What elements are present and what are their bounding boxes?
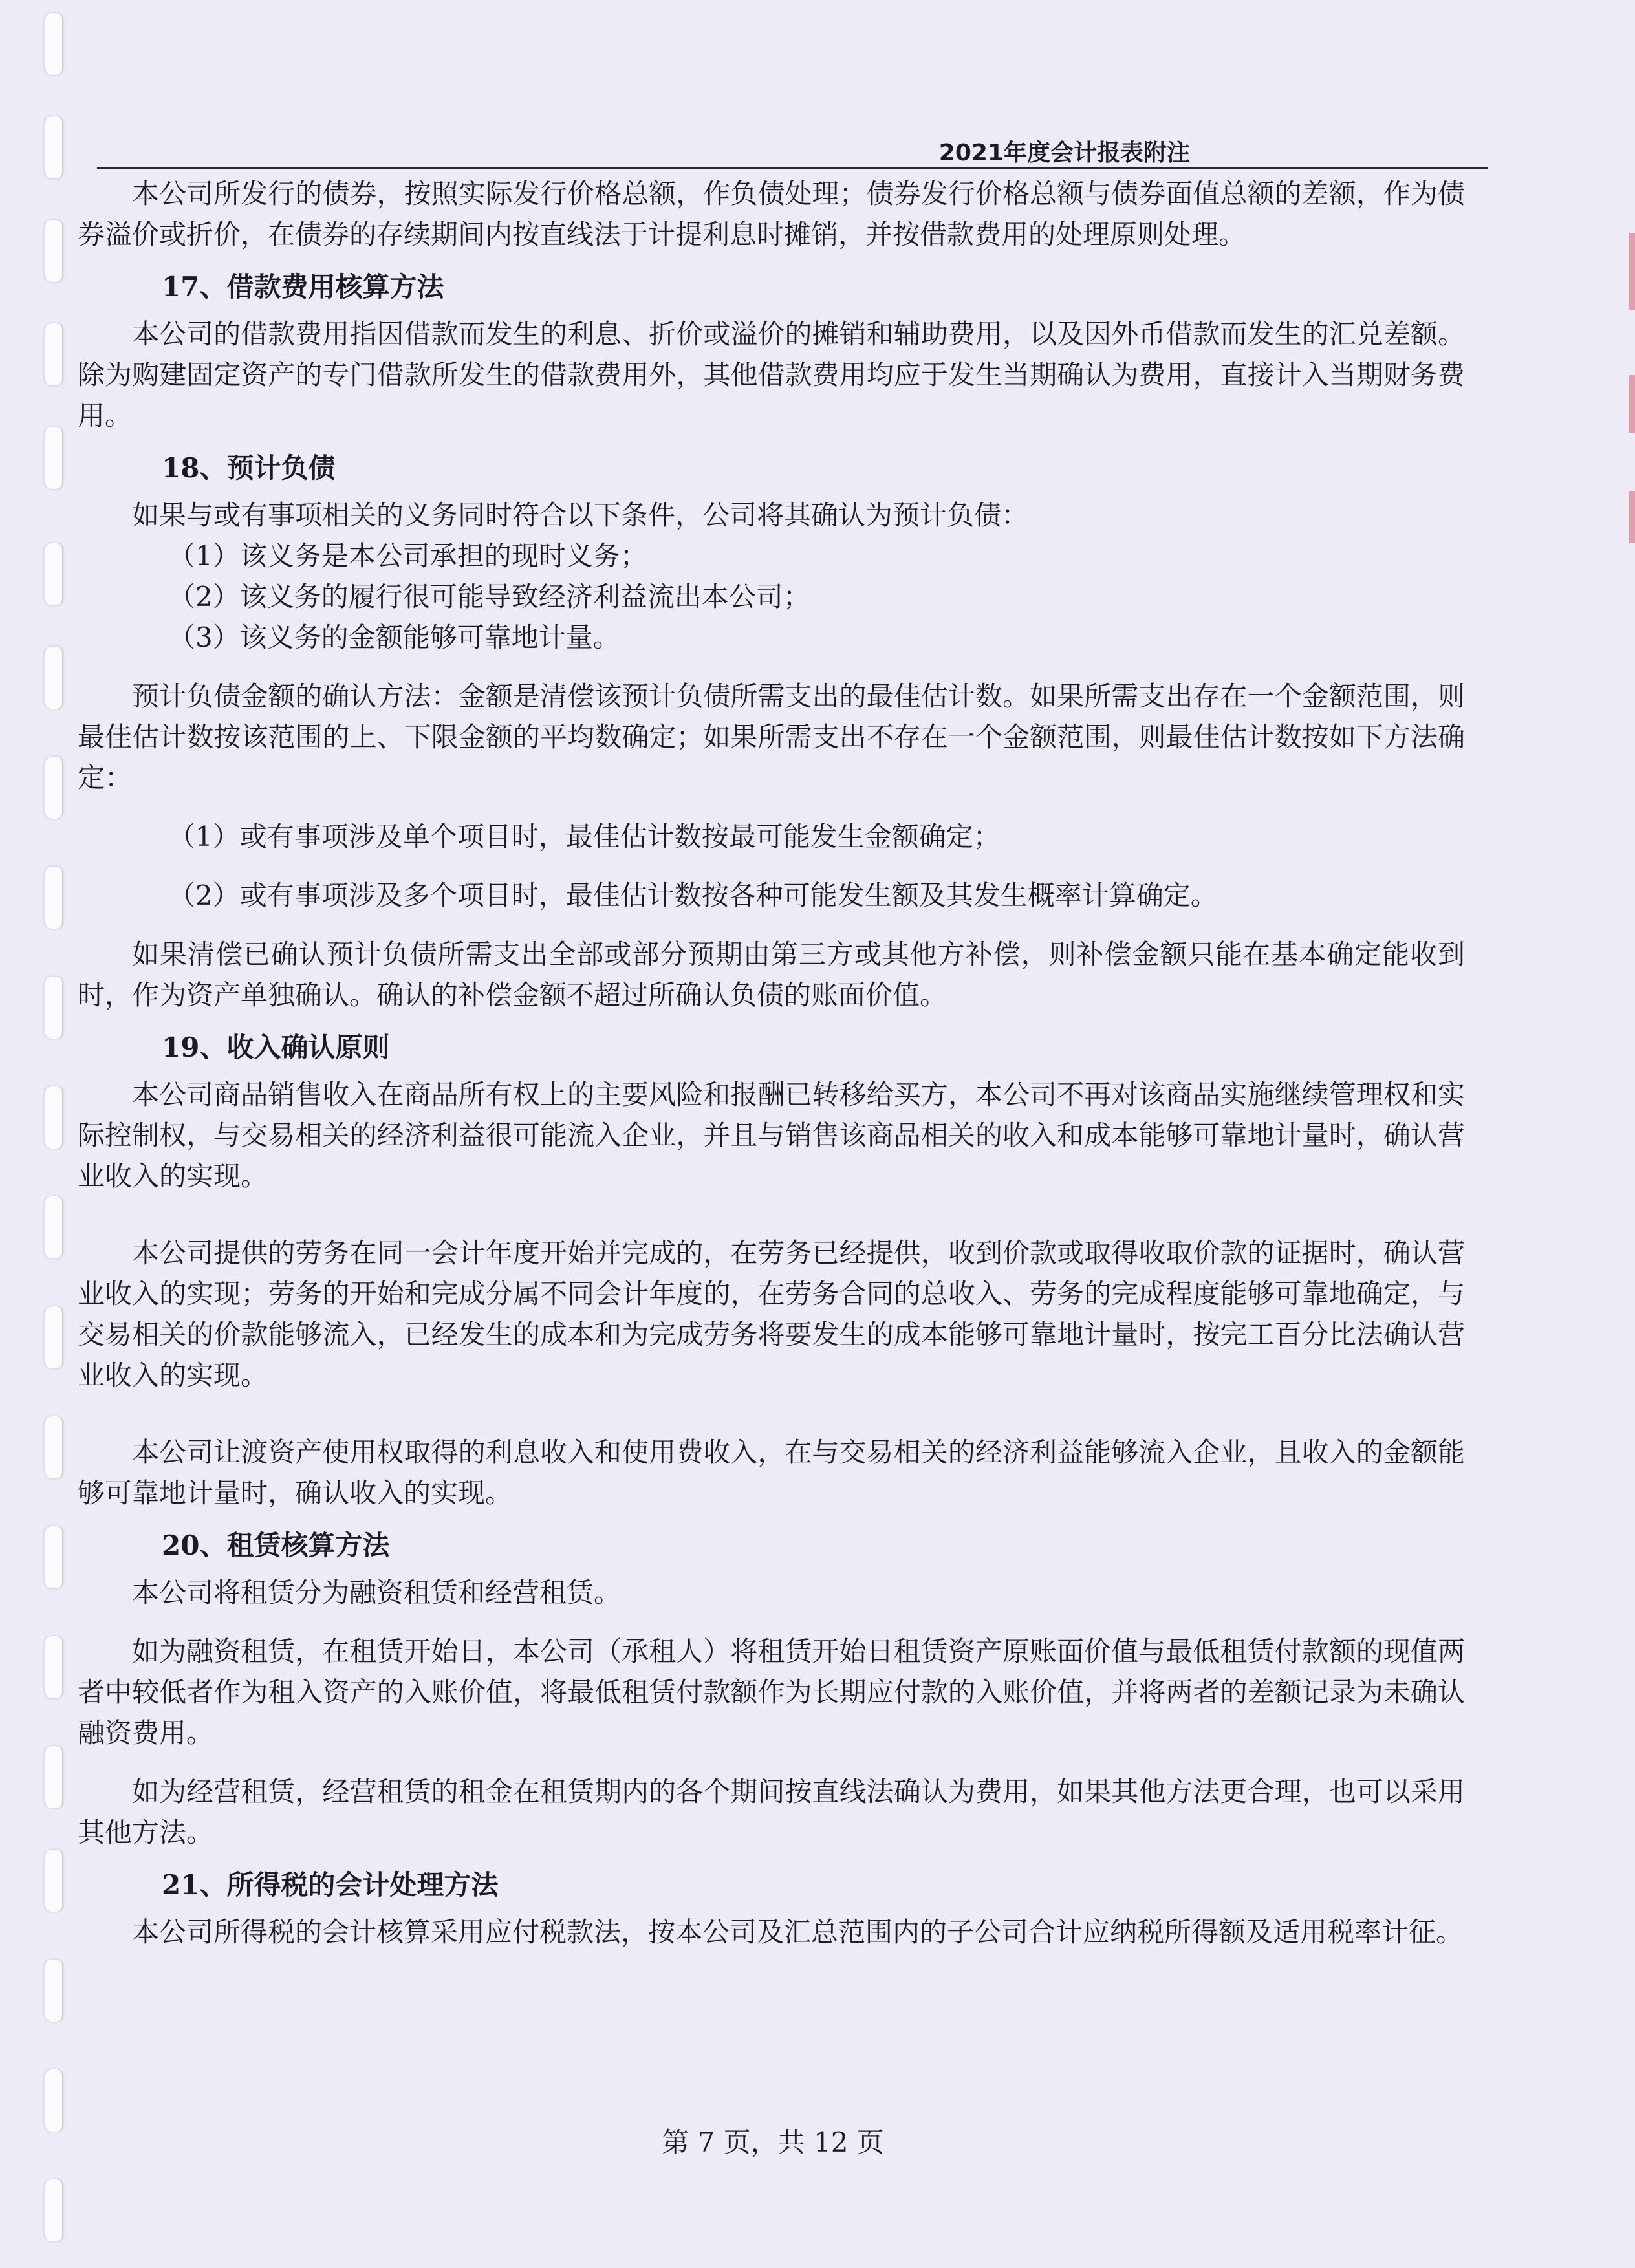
paragraph-18-condition-1: （1）该义务是本公司承担的现时义务；: [168, 540, 647, 572]
header-rule: [97, 167, 1488, 169]
paragraph-20-intro: 本公司将租赁分为融资租赁和经营租赁。: [132, 1577, 622, 1608]
paragraph-19-goods: 本公司商品销售收入在商品所有权上的主要风险和报酬已转移给买方，本公司不再对该商品实施继续管理权和实际控制权，与交易相关的经济利益很可能流入企业，并且与销售该商品相关的收入和成本能够可靠地计量时，确认营业收入的实现。: [78, 1079, 1465, 1192]
paragraph-18-method: 预计负债金额的确认方法：金额是清偿该预计负债所需支出的最佳估计数。如果所需支出存在一个金额范围，则最佳估计数按该范围的上、下限金额的平均数确定；如果所需支出不存在一个金额范围，则最佳估计数按如下方法确定：: [78, 680, 1465, 794]
binding-holes: [26, 0, 84, 2268]
edge-mark: [1629, 375, 1635, 433]
document-body: [78, 173, 1465, 1952]
paragraph-19-assets: 本公司让渡资产使用权取得的利息收入和使用费收入，在与交易相关的经济利益能够流入企业，且收入的金额能够可靠地计量时，确认收入的实现。: [78, 1436, 1465, 1509]
heading-18: 18、预计负债: [162, 452, 336, 484]
paragraph-18-method-1: （1）或有事项涉及单个项目时，最佳估计数按最可能发生金额确定；: [168, 821, 1001, 852]
paragraph-18-condition-3: （3）该义务的金额能够可靠地计量。: [168, 621, 620, 653]
heading-19: 19、收入确认原则: [162, 1031, 390, 1063]
heading-21: 21、所得税的会计处理方法: [162, 1869, 499, 1901]
heading-17: 17、借款费用核算方法: [162, 271, 444, 303]
paragraph-18-method-2: （2）或有事项涉及多个项目时，最佳估计数按各种可能发生额及其发生概率计算确定。: [168, 880, 1218, 911]
paragraph-18-intro: 如果与或有事项相关的义务同时符合以下条件，公司将其确认为预计负债：: [132, 499, 1029, 531]
paragraph-18-compensation: 如果清偿已确认预计负债所需支出全部或部分预期由第三方或其他方补偿，则补偿金额只能在基本确定能收到时，作为资产单独确认。确认的补偿金额不超过所确认负债的账面价值。: [78, 938, 1465, 1011]
heading-20: 20、租赁核算方法: [162, 1529, 390, 1561]
page-number: 第 7 页，共 12 页: [662, 2126, 884, 2158]
paragraph-21: 本公司所得税的会计核算采用应付税款法，按本公司及汇总范围内的子公司合计应纳税所得额及适用税率计征。: [132, 1916, 1464, 1948]
paragraph-19-service: 本公司提供的劳务在同一会计年度开始并完成的，在劳务已经提供，收到价款或取得收取价款的证据时，确认营业收入的实现；劳务的开始和完成分属不同会计年度的，在劳务合同的总收入、劳务的完成程度能够可靠地确定，与交易相关的价款能够流入，已经发生的成本和为完成劳务将要发生的成本能够可靠地计量时，按完工百分比法确认营业收入的实现。: [78, 1237, 1465, 1391]
edge-mark: [1629, 233, 1635, 310]
paragraph-20-finance: 如为融资租赁，在租赁开始日，本公司（承租人）将租赁开始日租赁资产原账面价值与最低租赁付款额的现值两者中较低者作为租入资产的入账价值，将最低租赁付款额作为长期应付款的入账价值，并将两者的差额记录为未确认融资费用。: [78, 1636, 1465, 1749]
paragraph-18-condition-2: （2）该义务的履行很可能导致经济利益流出本公司；: [168, 581, 810, 612]
paragraph-bond: 本公司所发行的债券，按照实际发行价格总额，作负债处理；债券发行价格总额与债券面值总额的差额，作为债券溢价或折价，在债券的存续期间内按直线法于计提利息时摊销，并按借款费用的处理原则处理。: [78, 178, 1465, 250]
header-title: 2021年度会计报表附注: [938, 140, 1190, 166]
paragraph-20-operating: 如为经营租赁，经营租赁的租金在租赁期内的各个期间按直线法确认为费用，如果其他方法更合理，也可以采用其他方法。: [78, 1776, 1465, 1848]
paragraph-17: 本公司的借款费用指因借款而发生的利息、折价或溢价的摊销和辅助费用，以及因外币借款而发生的汇兑差额。除为购建固定资产的专门借款所发生的借款费用外，其他借款费用均应于发生当期确认为费用，直接计入当期财务费用。: [78, 318, 1465, 431]
edge-mark: [1629, 491, 1635, 543]
